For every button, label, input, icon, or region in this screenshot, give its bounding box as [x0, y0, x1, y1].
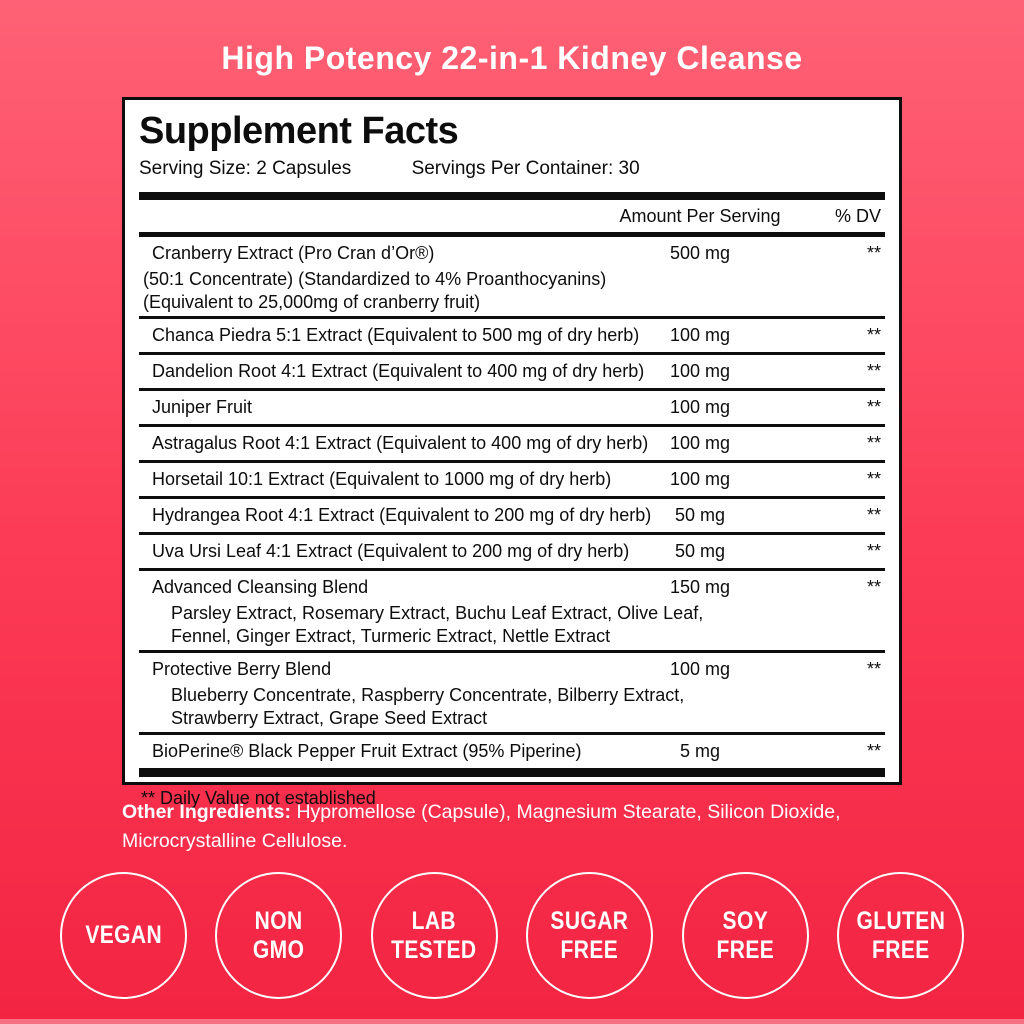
ingredient-dv: **: [866, 659, 881, 679]
ingredient-amount: 150 mg: [669, 577, 731, 597]
panel-title: Supplement Facts: [139, 110, 459, 152]
serving-size: Serving Size: 2 Capsules: [139, 158, 352, 179]
ingredient-row: [139, 391, 885, 427]
divider-thick-bottom: [139, 768, 885, 777]
ingredient-amount: 5 mg: [679, 741, 721, 761]
other-ingredients: [122, 798, 912, 856]
dv-footnote: ** Daily Value not established: [141, 788, 376, 808]
servings-per-container: Servings Per Container: 30: [411, 158, 640, 179]
other-ingredients-label: Other Ingredients:: [122, 801, 292, 823]
ingredient-amount: 50 mg: [674, 505, 726, 525]
ingredient-dv: **: [866, 469, 881, 489]
ingredient-subtext: Parsley Extract, Rosemary Extract, Buchu Leaf Extract, Olive Leaf,: [171, 603, 704, 623]
ingredient-subtext: (Equivalent to 25,000mg of cranberry fruit): [143, 292, 481, 312]
badge-circle: [371, 872, 498, 999]
badge-circle: [526, 872, 653, 999]
ingredient-dv: **: [866, 541, 881, 561]
ingredient-dv: **: [866, 577, 881, 597]
column-header-amount: Amount Per Serving: [619, 205, 781, 226]
badge-label: NON GMO: [253, 906, 305, 964]
ingredient-row: [139, 463, 885, 499]
ingredient-dv: **: [866, 505, 881, 525]
badge-circle: [215, 872, 342, 999]
ingredient-amount: 100 mg: [669, 659, 731, 679]
ingredient-amount: 100 mg: [669, 397, 731, 417]
ingredient-name: Dandelion Root 4:1 Extract (Equivalent to 400 mg of dry herb): [152, 361, 645, 381]
ingredient-row: [139, 237, 885, 319]
badge-label: GLUTEN FREE: [856, 906, 945, 964]
ingredient-name: Astragalus Root 4:1 Extract (Equivalent to 400 mg of dry herb): [152, 433, 649, 453]
divider-thick-top: [139, 192, 885, 200]
ingredient-dv: **: [866, 361, 881, 381]
ingredient-row: [139, 355, 885, 391]
other-ingredients-text: Hypromellose (Capsule), Magnesium Stearate, Silicon Dioxide, Microcrystalline Cellulose.: [122, 801, 841, 852]
ingredient-subtext: Fennel, Ginger Extract, Turmeric Extract, Nettle Extract: [171, 626, 611, 646]
ingredient-amount: 100 mg: [669, 433, 731, 453]
ingredient-row: [139, 653, 885, 735]
ingredient-name: Juniper Fruit: [152, 397, 253, 417]
ingredient-amount: 50 mg: [674, 541, 726, 561]
badge-circle: [682, 872, 809, 999]
ingredient-row: [139, 571, 885, 653]
column-header-dv: % DV: [834, 205, 881, 226]
serving-info: [139, 154, 885, 184]
ingredient-row: [139, 319, 885, 355]
product-title: High Potency 22-in-1 Kidney Cleanse: [221, 40, 803, 76]
ingredient-row: [139, 427, 885, 463]
ingredient-row: [139, 499, 885, 535]
ingredient-dv: **: [866, 741, 881, 761]
supplement-facts-panel: [122, 97, 902, 808]
ingredient-subtext: (50:1 Concentrate) (Standardized to 4% Proanthocyanins): [143, 269, 607, 289]
ingredient-row: [139, 535, 885, 571]
ingredient-row: [139, 735, 885, 768]
ingredient-dv: **: [866, 243, 881, 263]
ingredient-table: [139, 237, 885, 768]
table-header-row: [139, 200, 885, 232]
bottom-edge-strip: [0, 1019, 1024, 1024]
badge-label: LAB TESTED: [391, 906, 477, 964]
ingredient-name: Horsetail 10:1 Extract (Equivalent to 1000 mg of dry herb): [152, 469, 612, 489]
ingredient-name: Cranberry Extract (Pro Cran d’Or®): [152, 243, 435, 263]
badge-circle: [837, 872, 964, 999]
ingredient-amount: 100 mg: [669, 361, 731, 381]
ingredient-name: Protective Berry Blend: [152, 659, 332, 679]
ingredient-name: Chanca Piedra 5:1 Extract (Equivalent to 500 mg of dry herb): [152, 325, 640, 345]
ingredient-name: Uva Ursi Leaf 4:1 Extract (Equivalent to 200 mg of dry herb): [152, 541, 630, 561]
ingredient-subtext: Strawberry Extract, Grape Seed Extract: [171, 708, 488, 728]
ingredient-name: BioPerine® Black Pepper Fruit Extract (95% Piperine): [152, 741, 582, 761]
ingredient-dv: **: [866, 397, 881, 417]
ingredient-dv: **: [866, 325, 881, 345]
ingredient-name: Hydrangea Root 4:1 Extract (Equivalent to 200 mg of dry herb): [152, 505, 652, 525]
badge-label: SUGAR FREE: [550, 906, 629, 964]
ingredient-name: Advanced Cleansing Blend: [152, 577, 369, 597]
ingredient-amount: 100 mg: [669, 325, 731, 345]
badge-circle: [60, 872, 187, 999]
ingredient-subtext: Blueberry Concentrate, Raspberry Concentrate, Bilberry Extract,: [171, 685, 685, 705]
ingredient-dv: **: [866, 433, 881, 453]
badge-row: [60, 872, 964, 999]
badge-label: VEGAN: [85, 921, 162, 949]
badge-label: SOY FREE: [716, 906, 774, 964]
ingredient-amount: 500 mg: [669, 243, 731, 263]
ingredient-amount: 100 mg: [669, 469, 731, 489]
